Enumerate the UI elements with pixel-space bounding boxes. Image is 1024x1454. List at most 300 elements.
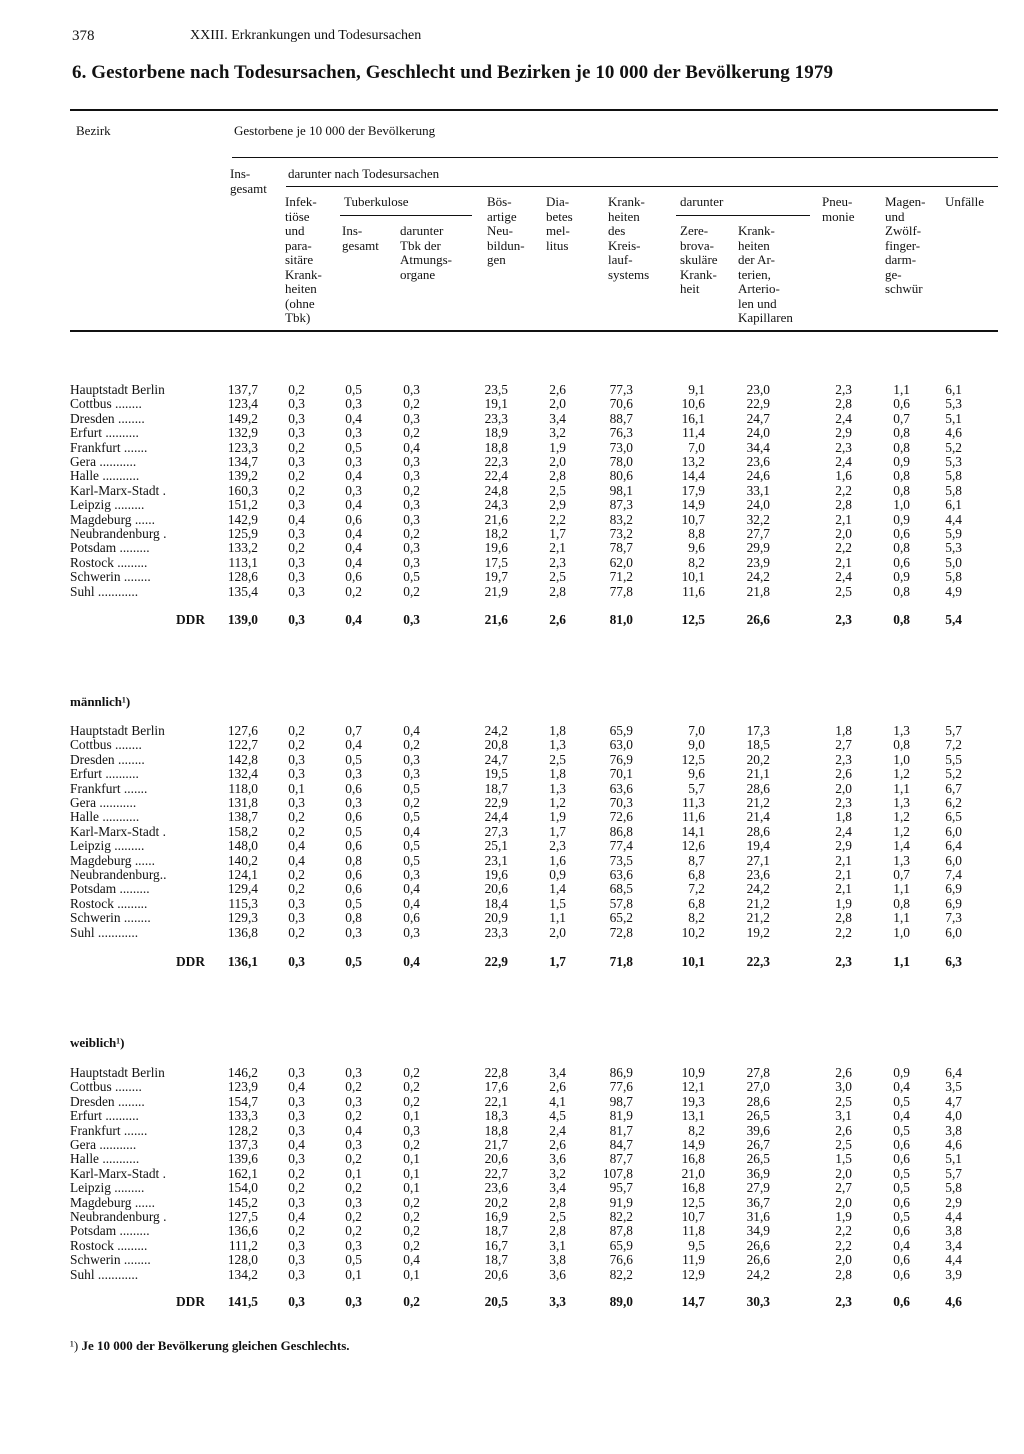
cell-unfaelle: 7,4 — [945, 867, 962, 882]
cell-pneumonie: 2,4 — [835, 454, 852, 469]
cell-insgesamt: 131,8 — [227, 795, 258, 810]
cell-infektioese: 0,3 — [288, 612, 305, 627]
cell-magen: 0,6 — [893, 1223, 910, 1239]
cell-infektioese: 0,3 — [288, 910, 305, 926]
cell-boesartige: 27,3 — [484, 823, 508, 839]
table-row — [0, 1066, 1024, 1080]
cell-tbk-insgesamt: 0,5 — [345, 751, 362, 767]
header-pneumonie: Pneu- monie — [822, 194, 855, 224]
cell-kreislauf: 82,2 — [609, 1209, 633, 1224]
cell-unfaelle: 6,0 — [945, 823, 962, 839]
cell-arterien: 21,2 — [746, 910, 770, 926]
cell-magen: 0,8 — [893, 737, 910, 753]
table-row — [0, 1224, 1024, 1238]
cell-pneumonie: 2,1 — [835, 554, 852, 570]
cell-tbk-atmung: 0,4 — [403, 723, 420, 738]
cell-boesartige: 18,2 — [484, 526, 508, 541]
cell-arterien: 28,6 — [746, 823, 770, 839]
cell-insgesamt: 134,2 — [227, 1266, 258, 1282]
total-label: DDR — [175, 1295, 205, 1309]
cell-magen: 0,5 — [893, 1209, 910, 1224]
cell-insgesamt: 132,4 — [227, 766, 258, 782]
cell-diabetes: 2,8 — [549, 468, 566, 484]
cell-pneumonie: 1,8 — [835, 809, 852, 825]
cell-zerebro: 16,8 — [681, 1180, 705, 1196]
cell-tbk-insgesamt: 0,5 — [345, 823, 362, 839]
bezirk-name: Leipzig ......... — [70, 839, 145, 854]
cell-infektioese: 0,4 — [288, 838, 305, 854]
cell-zerebro: 10,9 — [681, 1065, 705, 1080]
cell-infektioese: 0,3 — [288, 795, 305, 810]
cell-arterien: 32,2 — [746, 511, 770, 527]
cell-boesartige: 18,8 — [484, 439, 508, 455]
cell-diabetes: 2,5 — [549, 1209, 566, 1224]
cell-infektioese: 0,4 — [288, 511, 305, 527]
cell-tbk-insgesamt: 0,3 — [345, 454, 362, 469]
cell-magen: 0,8 — [893, 482, 910, 498]
cell-zerebro: 16,1 — [681, 410, 705, 426]
cell-pneumonie: 2,4 — [835, 823, 852, 839]
cell-tbk-insgesamt: 0,6 — [345, 838, 362, 854]
cell-infektioese: 0,3 — [288, 526, 305, 541]
table-row — [0, 1080, 1024, 1094]
bezirk-name: Erfurt .......... — [70, 1109, 139, 1124]
cell-boesartige: 23,5 — [484, 382, 508, 397]
cell-pneumonie: 2,0 — [835, 1252, 852, 1268]
table-row — [0, 441, 1024, 455]
table-row — [0, 839, 1024, 853]
bezirk-name: Halle ........... — [70, 469, 140, 484]
cell-zerebro: 8,7 — [688, 852, 705, 868]
cell-boesartige: 16,9 — [484, 1209, 508, 1224]
cell-boesartige: 22,7 — [484, 1165, 508, 1181]
header-infektioese: Infek- tiöse und para- sitäre Krank- heiten (ohne Tbk) — [285, 194, 322, 325]
cell-infektioese: 0,2 — [288, 723, 305, 738]
bezirk-name: Gera ........... — [70, 1138, 137, 1152]
cell-tbk-atmung: 0,2 — [403, 1223, 420, 1239]
cell-zerebro: 7,0 — [688, 439, 705, 455]
cell-magen: 0,5 — [893, 1093, 910, 1109]
cell-diabetes: 2,3 — [549, 554, 566, 570]
bezirk-name: Rostock ......... — [70, 1238, 148, 1253]
cell-tbk-insgesamt: 0,3 — [345, 1137, 362, 1152]
cell-kreislauf: 77,6 — [609, 1079, 633, 1095]
cell-insgesamt: 125,9 — [227, 526, 258, 541]
cell-diabetes: 1,7 — [549, 526, 566, 541]
section-label: männlich¹) — [70, 694, 131, 709]
cell-arterien: 24,2 — [746, 881, 770, 897]
cell-diabetes: 3,6 — [549, 1151, 566, 1167]
cell-arterien: 24,6 — [746, 468, 770, 484]
tbk-rule — [340, 215, 472, 216]
cell-magen: 1,2 — [893, 809, 910, 825]
cell-infektioese: 0,3 — [288, 1151, 305, 1167]
cell-infektioese: 0,3 — [288, 425, 305, 441]
cell-boesartige: 19,1 — [484, 396, 508, 412]
cell-boesartige: 18,7 — [484, 1252, 508, 1268]
cell-unfaelle: 4,4 — [945, 1209, 962, 1224]
cell-tbk-insgesamt: 0,3 — [345, 1194, 362, 1210]
cell-pneumonie: 2,1 — [835, 511, 852, 527]
cell-zerebro: 12,1 — [681, 1079, 705, 1095]
cell-unfaelle: 5,2 — [945, 766, 962, 782]
cell-magen: 0,8 — [893, 468, 910, 484]
cell-zerebro: 11,3 — [682, 795, 705, 810]
cell-magen: 1,2 — [893, 823, 910, 839]
cell-arterien: 26,7 — [746, 1137, 770, 1152]
cell-pneumonie: 2,1 — [835, 881, 852, 897]
bezirk-name: Frankfurt ....... — [70, 440, 148, 455]
cell-magen: 0,4 — [893, 1108, 910, 1124]
cell-tbk-atmung: 0,5 — [403, 838, 420, 854]
table-row — [0, 426, 1024, 440]
cell-kreislauf: 98,7 — [609, 1093, 633, 1109]
cell-boesartige: 23,3 — [484, 924, 508, 940]
cell-boesartige: 22,4 — [484, 468, 508, 484]
bezirk-name: Hauptstadt Berlin — [70, 1066, 165, 1080]
bezirk-name: Suhl ............ — [70, 1267, 139, 1282]
cell-tbk-atmung: 0,2 — [403, 1137, 420, 1152]
cell-pneumonie: 1,8 — [835, 723, 852, 738]
cell-pneumonie: 2,1 — [835, 852, 852, 868]
cell-infektioese: 0,3 — [288, 396, 305, 412]
cell-boesartige: 20,6 — [484, 1266, 508, 1282]
cell-tbk-atmung: 0,5 — [403, 809, 420, 825]
bezirk-name: Karl-Marx-Stadt . — [70, 483, 166, 498]
cell-unfaelle: 6,4 — [945, 838, 962, 854]
cell-tbk-insgesamt: 0,1 — [345, 1165, 362, 1181]
cell-infektioese: 0,3 — [288, 569, 305, 585]
cell-unfaelle: 4,6 — [945, 425, 962, 441]
table-row — [0, 383, 1024, 397]
cell-unfaelle: 5,1 — [945, 410, 962, 426]
cell-insgesamt: 136,6 — [227, 1223, 258, 1239]
cell-unfaelle: 6,0 — [945, 924, 962, 940]
cell-tbk-insgesamt: 0,2 — [345, 1180, 362, 1196]
cell-magen: 0,6 — [893, 1151, 910, 1167]
cell-zerebro: 21,0 — [681, 1165, 705, 1181]
cell-tbk-insgesamt: 0,2 — [345, 1223, 362, 1239]
cell-infektioese: 0,3 — [288, 954, 305, 969]
cell-diabetes: 1,2 — [549, 795, 566, 810]
cell-tbk-atmung: 0,2 — [403, 482, 420, 498]
cell-boesartige: 18,8 — [484, 1122, 508, 1138]
cell-boesartige: 23,1 — [484, 852, 508, 868]
cell-insgesamt: 132,9 — [227, 425, 258, 441]
header-boesartige: Bös- artige Neu- bildun- gen — [487, 194, 525, 267]
cell-unfaelle: 6,0 — [945, 852, 962, 868]
cell-kreislauf: 63,0 — [609, 737, 633, 753]
table-row — [0, 767, 1024, 781]
bezirk-name: Hauptstadt Berlin — [70, 724, 165, 738]
cell-arterien: 23,9 — [746, 554, 770, 570]
cell-tbk-insgesamt: 0,5 — [345, 895, 362, 911]
cell-tbk-insgesamt: 0,3 — [345, 482, 362, 498]
cell-unfaelle: 7,2 — [945, 737, 962, 753]
cell-insgesamt: 135,4 — [227, 583, 258, 599]
bezirk-name: Dresden ........ — [70, 752, 145, 767]
cell-pneumonie: 2,0 — [835, 1165, 852, 1181]
cell-kreislauf: 98,1 — [609, 482, 633, 498]
cell-tbk-insgesamt: 0,3 — [345, 425, 362, 441]
cell-tbk-insgesamt: 0,4 — [345, 554, 362, 570]
cell-insgesamt: 127,5 — [227, 1209, 258, 1224]
cell-tbk-atmung: 0,1 — [403, 1108, 420, 1124]
cell-magen: 0,8 — [893, 583, 910, 599]
cell-insgesamt: 133,2 — [227, 540, 258, 556]
bezirk-name: Hauptstadt Berlin — [70, 383, 165, 397]
cell-pneumonie: 2,3 — [835, 382, 852, 397]
cell-diabetes: 2,5 — [549, 751, 566, 767]
header-bottom-rule — [70, 330, 998, 332]
cell-boesartige: 22,9 — [484, 795, 508, 810]
cell-boesartige: 19,6 — [484, 540, 508, 556]
cell-zerebro: 11,4 — [682, 425, 705, 441]
cell-arterien: 22,9 — [746, 396, 770, 412]
cell-boesartige: 22,8 — [484, 1065, 508, 1080]
cell-magen: 1,3 — [893, 852, 910, 868]
cell-insgesamt: 146,2 — [227, 1065, 258, 1080]
cell-boesartige: 16,7 — [484, 1237, 508, 1253]
cell-insgesamt: 149,2 — [227, 410, 258, 426]
cell-pneumonie: 2,2 — [835, 540, 852, 556]
cell-infektioese: 0,3 — [288, 1093, 305, 1109]
cell-infektioese: 0,3 — [288, 895, 305, 911]
cell-magen: 0,8 — [893, 612, 910, 627]
cell-boesartige: 24,4 — [484, 809, 508, 825]
cell-diabetes: 2,5 — [549, 482, 566, 498]
cell-diabetes: 3,6 — [549, 1266, 566, 1282]
cell-magen: 0,6 — [893, 396, 910, 412]
cell-arterien: 20,2 — [746, 751, 770, 767]
cell-pneumonie: 2,0 — [835, 780, 852, 796]
header-darunter: darunter — [680, 194, 724, 209]
cell-tbk-atmung: 0,2 — [403, 1093, 420, 1109]
footnote — [70, 1338, 350, 1354]
cell-insgesamt: 128,6 — [227, 569, 258, 585]
cell-kreislauf: 84,7 — [609, 1137, 633, 1152]
cell-unfaelle: 5,1 — [945, 1151, 962, 1167]
table-row — [0, 897, 1024, 911]
cell-zerebro: 13,1 — [681, 1108, 705, 1124]
footnote-mark: ¹) — [70, 1338, 79, 1353]
cell-magen: 1,3 — [893, 795, 910, 810]
cell-diabetes: 1,9 — [549, 809, 566, 825]
cell-tbk-insgesamt: 0,4 — [345, 612, 362, 627]
page-number: 378 — [72, 28, 95, 44]
cell-insgesamt: 123,9 — [227, 1079, 258, 1095]
cell-boesartige: 20,5 — [484, 1294, 508, 1309]
cell-kreislauf: 73,0 — [609, 439, 633, 455]
cell-diabetes: 3,8 — [549, 1252, 566, 1268]
cell-pneumonie: 2,6 — [835, 1065, 852, 1080]
cell-zerebro: 14,1 — [681, 823, 705, 839]
cell-tbk-atmung: 0,1 — [403, 1180, 420, 1196]
cell-tbk-atmung: 0,2 — [403, 396, 420, 412]
cell-tbk-insgesamt: 0,4 — [345, 1122, 362, 1138]
cell-arterien: 27,0 — [746, 1079, 770, 1095]
cell-unfaelle: 5,9 — [945, 526, 962, 541]
cell-magen: 0,6 — [893, 1266, 910, 1282]
cell-unfaelle: 6,5 — [945, 809, 962, 825]
cell-kreislauf: 107,8 — [602, 1165, 633, 1181]
cell-tbk-insgesamt: 0,2 — [345, 1151, 362, 1167]
cell-kreislauf: 81,0 — [609, 612, 633, 627]
cell-tbk-atmung: 0,2 — [403, 737, 420, 753]
bezirk-name: Leipzig ......... — [70, 1181, 145, 1196]
cell-unfaelle: 7,3 — [945, 910, 962, 926]
cell-arterien: 26,6 — [746, 1252, 770, 1268]
cell-diabetes: 1,8 — [549, 723, 566, 738]
cell-magen: 0,7 — [893, 410, 910, 426]
bezirk-name: Potsdam ......... — [70, 882, 150, 897]
bezirk-name: Dresden ........ — [70, 411, 145, 426]
cell-diabetes: 2,0 — [549, 924, 566, 940]
cell-tbk-atmung: 0,2 — [403, 425, 420, 441]
bezirk-name: Magdeburg ...... — [70, 1195, 155, 1210]
cell-diabetes: 1,9 — [549, 439, 566, 455]
table-row — [0, 1109, 1024, 1123]
cell-tbk-atmung: 0,4 — [403, 881, 420, 897]
cell-tbk-atmung: 0,2 — [403, 1209, 420, 1224]
cell-kreislauf: 71,2 — [609, 569, 633, 585]
cell-kreislauf: 87,3 — [609, 497, 633, 513]
cell-boesartige: 19,6 — [484, 867, 508, 882]
bezirk-name: Gera ........... — [70, 455, 137, 469]
cell-kreislauf: 77,3 — [609, 382, 633, 397]
cell-tbk-insgesamt: 0,8 — [345, 910, 362, 926]
cell-tbk-insgesamt: 0,5 — [345, 954, 362, 969]
cell-arterien: 26,6 — [746, 1237, 770, 1253]
table-row — [0, 1239, 1024, 1253]
table-row — [0, 585, 1024, 599]
cell-zerebro: 12,6 — [681, 838, 705, 854]
bezirk-name: Dresden ........ — [70, 1094, 145, 1109]
cell-diabetes: 3,3 — [549, 1294, 566, 1309]
cell-unfaelle: 6,9 — [945, 895, 962, 911]
cell-insgesamt: 127,6 — [227, 723, 258, 738]
cell-arterien: 24,7 — [746, 410, 770, 426]
table-row — [0, 810, 1024, 824]
cell-infektioese: 0,2 — [288, 1165, 305, 1181]
cell-tbk-atmung: 0,2 — [403, 1294, 420, 1309]
cell-kreislauf: 83,2 — [609, 511, 633, 527]
cell-boesartige: 24,3 — [484, 497, 508, 513]
cell-tbk-insgesamt: 0,6 — [345, 809, 362, 825]
cell-boesartige: 19,7 — [484, 569, 508, 585]
cell-boesartige: 18,7 — [484, 780, 508, 796]
cell-kreislauf: 86,8 — [609, 823, 633, 839]
cell-kreislauf: 86,9 — [609, 1065, 633, 1080]
bezirk-name: Potsdam ......... — [70, 1224, 150, 1239]
table-row — [0, 513, 1024, 527]
cell-unfaelle: 5,7 — [945, 723, 962, 738]
cell-tbk-atmung: 0,3 — [403, 511, 420, 527]
cell-tbk-atmung: 0,1 — [403, 1266, 420, 1282]
cell-pneumonie: 2,5 — [835, 1093, 852, 1109]
cell-insgesamt: 151,2 — [227, 497, 258, 513]
cell-infektioese: 0,2 — [288, 809, 305, 825]
bezirk-name: Schwerin ........ — [70, 570, 151, 585]
cell-tbk-atmung: 0,6 — [403, 910, 420, 926]
cell-pneumonie: 2,7 — [835, 737, 852, 753]
cell-pneumonie: 2,5 — [835, 1137, 852, 1152]
cell-unfaelle: 3,8 — [945, 1122, 962, 1138]
cell-arterien: 21,2 — [746, 895, 770, 911]
cell-diabetes: 2,6 — [549, 1137, 566, 1152]
cell-boesartige: 18,7 — [484, 1223, 508, 1239]
cell-diabetes: 1,5 — [549, 895, 566, 911]
cell-diabetes: 2,6 — [549, 1079, 566, 1095]
cell-unfaelle: 5,8 — [945, 569, 962, 585]
cell-insgesamt: 124,1 — [227, 867, 258, 882]
cell-diabetes: 2,5 — [549, 569, 566, 585]
cell-insgesamt: 154,7 — [227, 1093, 258, 1109]
cell-pneumonie: 2,2 — [835, 924, 852, 940]
cell-infektioese: 0,3 — [288, 1252, 305, 1268]
cell-pneumonie: 2,5 — [835, 583, 852, 599]
cell-kreislauf: 70,1 — [609, 766, 633, 782]
cell-insgesamt: 139,0 — [227, 612, 258, 627]
table-row — [0, 724, 1024, 738]
cell-insgesamt: 142,8 — [227, 751, 258, 767]
cell-arterien: 19,2 — [746, 924, 770, 940]
cell-insgesamt: 138,7 — [227, 809, 258, 825]
cell-insgesamt: 115,3 — [228, 895, 258, 911]
total-row — [0, 613, 1024, 627]
cell-infektioese: 0,3 — [288, 751, 305, 767]
cell-tbk-atmung: 0,4 — [403, 823, 420, 839]
cell-arterien: 21,2 — [746, 795, 770, 810]
cell-magen: 0,6 — [893, 1252, 910, 1268]
cell-infektioese: 0,4 — [288, 1137, 305, 1152]
table-row — [0, 926, 1024, 940]
cell-diabetes: 3,4 — [549, 1180, 566, 1196]
cell-magen: 1,0 — [893, 924, 910, 940]
cell-arterien: 21,4 — [746, 809, 770, 825]
cell-kreislauf: 68,5 — [609, 881, 633, 897]
cell-kreislauf: 63,6 — [609, 780, 633, 796]
header-tbk-atmung: darunter Tbk der Atmungs- organe — [400, 223, 452, 282]
section-label: weiblich¹) — [70, 1035, 125, 1050]
cell-tbk-insgesamt: 0,4 — [345, 410, 362, 426]
cell-kreislauf: 70,6 — [609, 396, 633, 412]
bezirk-name: Suhl ............ — [70, 584, 139, 599]
cell-zerebro: 10,2 — [681, 924, 705, 940]
cell-tbk-insgesamt: 0,7 — [345, 723, 362, 738]
bezirk-name: Schwerin ........ — [70, 911, 151, 926]
table-row — [0, 796, 1024, 810]
table-row — [0, 1124, 1024, 1138]
cell-magen: 0,4 — [893, 1079, 910, 1095]
cell-diabetes: 2,2 — [549, 511, 566, 527]
cell-pneumonie: 2,3 — [835, 439, 852, 455]
cell-infektioese: 0,2 — [288, 1180, 305, 1196]
cell-arterien: 18,5 — [746, 737, 770, 753]
cell-tbk-atmung: 0,3 — [403, 1122, 420, 1138]
bezirk-name: Frankfurt ....... — [70, 781, 148, 796]
cell-zerebro: 11,9 — [682, 1252, 705, 1268]
cell-tbk-insgesamt: 0,2 — [345, 1108, 362, 1124]
cell-unfaelle: 4,7 — [945, 1093, 962, 1109]
cell-unfaelle: 6,3 — [945, 954, 962, 969]
cell-tbk-atmung: 0,3 — [403, 540, 420, 556]
cell-tbk-atmung: 0,2 — [403, 1237, 420, 1253]
cell-pneumonie: 2,3 — [835, 612, 852, 627]
bezirk-name: Suhl ............ — [70, 925, 139, 940]
cell-pneumonie: 2,8 — [835, 396, 852, 412]
bezirk-name: Potsdam ......... — [70, 541, 150, 556]
